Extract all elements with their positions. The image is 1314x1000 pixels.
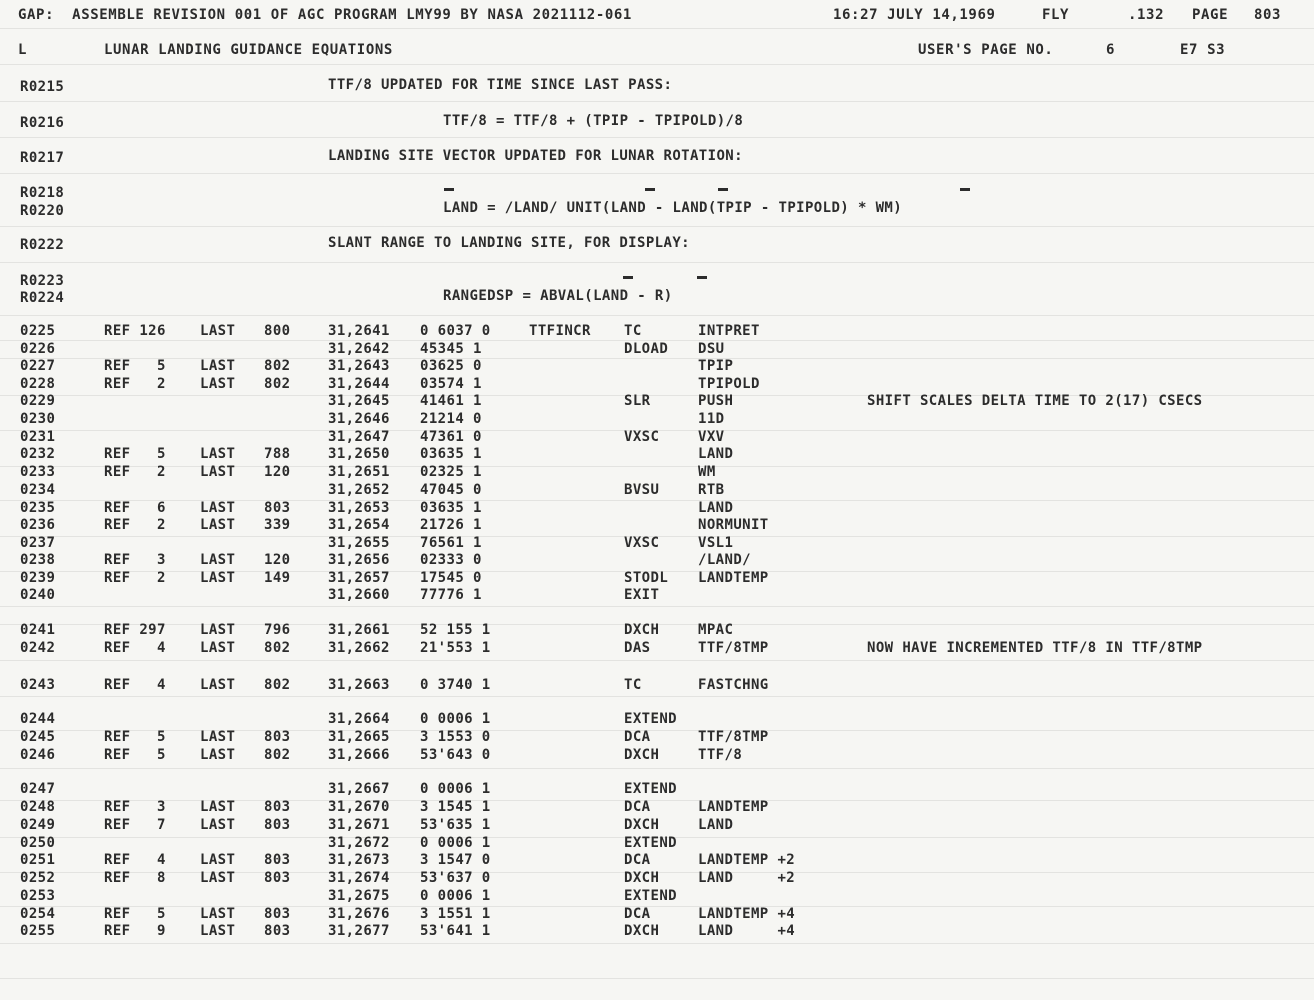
paper-rule bbox=[0, 730, 1314, 731]
listing-address: 31,2656 bbox=[328, 552, 390, 568]
listing-octal-word: 3 1551 1 bbox=[420, 906, 491, 922]
listing-operand: VSL1 bbox=[698, 535, 734, 551]
listing-last-label: LAST bbox=[200, 500, 236, 516]
listing-opcode: DXCH bbox=[624, 622, 660, 638]
listing-opcode: EXTEND bbox=[624, 711, 677, 727]
listing-operand: PUSH bbox=[698, 393, 734, 409]
remark-text: SLANT RANGE TO LANDING SITE, FOR DISPLAY: bbox=[328, 235, 690, 251]
listing-last-label: LAST bbox=[200, 323, 236, 339]
paper-rule bbox=[0, 500, 1314, 501]
listing-last-number: 120 bbox=[264, 552, 291, 568]
listing-line-number: 0252 bbox=[20, 870, 56, 886]
listing-last-label: LAST bbox=[200, 517, 236, 533]
remark-text: RANGEDSP = ABVAL(LAND - R) bbox=[443, 288, 673, 304]
listing-last-number: 800 bbox=[264, 323, 291, 339]
listing-address: 31,2650 bbox=[328, 446, 390, 462]
listing-line-number: 0236 bbox=[20, 517, 56, 533]
listing-last-number: 803 bbox=[264, 729, 291, 745]
listing-operand: LAND bbox=[698, 500, 734, 516]
remark-text: TTF/8 UPDATED FOR TIME SINCE LAST PASS: bbox=[328, 77, 673, 93]
listing-octal-word: 77776 1 bbox=[420, 587, 482, 603]
remark-text: LAND = /LAND/ UNIT(LAND - LAND(TPIP - TPIPOLD) * WM) bbox=[443, 200, 903, 216]
paper-rule bbox=[0, 768, 1314, 769]
listing-last-label: LAST bbox=[200, 817, 236, 833]
listing-line-number: 0225 bbox=[20, 323, 56, 339]
listing-ref: REF 297 bbox=[104, 622, 166, 638]
listing-last-label: LAST bbox=[200, 677, 236, 693]
listing-operand: TPIP bbox=[698, 358, 734, 374]
listing-octal-word: 03635 1 bbox=[420, 500, 482, 516]
run-mode: FLY bbox=[1042, 7, 1070, 23]
listing-last-label: LAST bbox=[200, 799, 236, 815]
listing-octal-word: 0 0006 1 bbox=[420, 711, 491, 727]
listing-octal-word: 3 1545 1 bbox=[420, 799, 491, 815]
listing-address: 31,2661 bbox=[328, 622, 390, 638]
listing-address: 31,2675 bbox=[328, 888, 390, 904]
listing-last-label: LAST bbox=[200, 852, 236, 868]
listing-octal-word: 3 1547 0 bbox=[420, 852, 491, 868]
listing-opcode: DCA bbox=[624, 799, 651, 815]
listing-address: 31,2643 bbox=[328, 358, 390, 374]
listing-line-number: 0239 bbox=[20, 570, 56, 586]
listing-octal-word: 03625 0 bbox=[420, 358, 482, 374]
listing-operand: WM bbox=[698, 464, 716, 480]
listing-opcode: DCA bbox=[624, 729, 651, 745]
vector-overbar bbox=[645, 188, 655, 191]
users-page-number: 6 bbox=[1106, 42, 1116, 58]
listing-line-number: 0249 bbox=[20, 817, 56, 833]
print-timestamp: 16:27 JULY 14,1969 bbox=[833, 7, 996, 23]
remark-line-number: R0216 bbox=[20, 115, 65, 131]
listing-address: 31,2644 bbox=[328, 376, 390, 392]
listing-last-number: 803 bbox=[264, 870, 291, 886]
paper-rule bbox=[0, 262, 1314, 263]
listing-ref: REF 4 bbox=[104, 640, 166, 656]
listing-line-number: 0251 bbox=[20, 852, 56, 868]
listing-operand: 11D bbox=[698, 411, 725, 427]
listing-operand: LANDTEMP bbox=[698, 799, 769, 815]
listing-line-number: 0237 bbox=[20, 535, 56, 551]
listing-address: 31,2664 bbox=[328, 711, 390, 727]
paper-rule bbox=[0, 800, 1314, 801]
listing-opcode: DCA bbox=[624, 906, 651, 922]
listing-line-number: 0229 bbox=[20, 393, 56, 409]
listing-last-number: 802 bbox=[264, 358, 291, 374]
listing-line-number: 0244 bbox=[20, 711, 56, 727]
paper-rule bbox=[0, 226, 1314, 227]
listing-line-number: 0227 bbox=[20, 358, 56, 374]
listing-octal-word: 76561 1 bbox=[420, 535, 482, 551]
listing-octal-word: 0 0006 1 bbox=[420, 888, 491, 904]
listing-operand: VXV bbox=[698, 429, 725, 445]
listing-ref: REF 5 bbox=[104, 906, 166, 922]
listing-last-number: 120 bbox=[264, 464, 291, 480]
listing-octal-word: 47361 0 bbox=[420, 429, 482, 445]
listing-last-label: LAST bbox=[200, 923, 236, 939]
listing-last-label: LAST bbox=[200, 906, 236, 922]
listing-last-label: LAST bbox=[200, 446, 236, 462]
listing-last-label: LAST bbox=[200, 747, 236, 763]
run-code: .132 bbox=[1128, 7, 1165, 23]
listing-opcode: EXTEND bbox=[624, 835, 677, 851]
listing-line-number: 0248 bbox=[20, 799, 56, 815]
listing-octal-word: 3 1553 0 bbox=[420, 729, 491, 745]
listing-address: 31,2642 bbox=[328, 341, 390, 357]
listing-last-label: LAST bbox=[200, 358, 236, 374]
listing-address: 31,2667 bbox=[328, 781, 390, 797]
listing-opcode: DXCH bbox=[624, 747, 660, 763]
remark-line-number: R0224 bbox=[20, 290, 65, 306]
listing-ref: REF 4 bbox=[104, 677, 166, 693]
listing-ref: REF 5 bbox=[104, 747, 166, 763]
listing-address: 31,2672 bbox=[328, 835, 390, 851]
listing-address: 31,2665 bbox=[328, 729, 390, 745]
listing-address: 31,2674 bbox=[328, 870, 390, 886]
paper-rule bbox=[0, 101, 1314, 102]
vector-overbar bbox=[960, 188, 970, 191]
listing-address: 31,2663 bbox=[328, 677, 390, 693]
listing-address: 31,2666 bbox=[328, 747, 390, 763]
listing-operand: LANDTEMP +2 bbox=[698, 852, 796, 868]
listing-ref: REF 2 bbox=[104, 376, 166, 392]
listing-opcode: TC bbox=[624, 323, 642, 339]
paper-rule bbox=[0, 978, 1314, 979]
listing-octal-word: 47045 0 bbox=[420, 482, 482, 498]
listing-line-number: 0247 bbox=[20, 781, 56, 797]
page-label: PAGE bbox=[1192, 7, 1229, 23]
paper-rule bbox=[0, 696, 1314, 697]
listing-operand: LANDTEMP +4 bbox=[698, 906, 796, 922]
section-title: LUNAR LANDING GUIDANCE EQUATIONS bbox=[104, 42, 393, 58]
listing-operand: /LAND/ bbox=[698, 552, 751, 568]
paper-rule bbox=[0, 943, 1314, 944]
listing-opcode: VXSC bbox=[624, 429, 660, 445]
listing-opcode: DCA bbox=[624, 852, 651, 868]
listing-octal-word: 0 6037 0 bbox=[420, 323, 491, 339]
vector-overbar bbox=[623, 276, 633, 279]
paper-rule bbox=[0, 64, 1314, 65]
listing-operand: FASTCHNG bbox=[698, 677, 769, 693]
listing-last-number: 339 bbox=[264, 517, 291, 533]
listing-line-number: 0246 bbox=[20, 747, 56, 763]
listing-last-number: 803 bbox=[264, 500, 291, 516]
listing-last-label: LAST bbox=[200, 729, 236, 745]
listing-address: 31,2677 bbox=[328, 923, 390, 939]
listing-last-label: LAST bbox=[200, 570, 236, 586]
listing-address: 31,2676 bbox=[328, 906, 390, 922]
listing-last-number: 802 bbox=[264, 640, 291, 656]
listing-octal-word: 53'643 0 bbox=[420, 747, 491, 763]
paper-rule bbox=[0, 906, 1314, 907]
listing-last-number: 803 bbox=[264, 817, 291, 833]
listing-operand: LAND +4 bbox=[698, 923, 796, 939]
remark-line-number: R0218 bbox=[20, 185, 65, 201]
listing-operand: TTF/8TMP bbox=[698, 640, 769, 656]
listing-opcode: EXIT bbox=[624, 587, 660, 603]
listing-line-number: 0250 bbox=[20, 835, 56, 851]
listing-address: 31,2653 bbox=[328, 500, 390, 516]
listing-ref: REF 2 bbox=[104, 464, 166, 480]
remark-line-number: R0223 bbox=[20, 273, 65, 289]
listing-address: 31,2662 bbox=[328, 640, 390, 656]
listing-ref: REF 3 bbox=[104, 552, 166, 568]
listing-last-label: LAST bbox=[200, 640, 236, 656]
listing-line-number: 0232 bbox=[20, 446, 56, 462]
listing-label: TTFINCR bbox=[529, 323, 591, 339]
listing-last-number: 802 bbox=[264, 376, 291, 392]
listing-line-number: 0241 bbox=[20, 622, 56, 638]
listing-line-number: 0254 bbox=[20, 906, 56, 922]
listing-octal-word: 53'635 1 bbox=[420, 817, 491, 833]
listing-line-number: 0245 bbox=[20, 729, 56, 745]
remark-line-number: R0222 bbox=[20, 237, 65, 253]
vector-overbar bbox=[697, 276, 707, 279]
listing-prefix: L bbox=[18, 42, 28, 58]
listing-last-number: 803 bbox=[264, 799, 291, 815]
paper-rule bbox=[0, 466, 1314, 467]
listing-line-number: 0253 bbox=[20, 888, 56, 904]
listing-address: 31,2655 bbox=[328, 535, 390, 551]
vector-overbar bbox=[444, 188, 454, 191]
listing-last-number: 803 bbox=[264, 906, 291, 922]
listing-octal-word: 41461 1 bbox=[420, 393, 482, 409]
paper-rule bbox=[0, 606, 1314, 607]
listing-ref: REF 5 bbox=[104, 729, 166, 745]
remark-line-number: R0215 bbox=[20, 79, 65, 95]
listing-address: 31,2645 bbox=[328, 393, 390, 409]
listing-last-number: 796 bbox=[264, 622, 291, 638]
listing-octal-word: 03574 1 bbox=[420, 376, 482, 392]
listing-comment: NOW HAVE INCREMENTED TTF/8 IN TTF/8TMP bbox=[867, 640, 1203, 656]
listing-octal-word: 52 155 1 bbox=[420, 622, 491, 638]
paper-rule bbox=[0, 358, 1314, 359]
listing-opcode: EXTEND bbox=[624, 781, 677, 797]
listing-last-number: 149 bbox=[264, 570, 291, 586]
listing-octal-word: 03635 1 bbox=[420, 446, 482, 462]
listing-ref: REF 5 bbox=[104, 358, 166, 374]
users-page-label: USER'S PAGE NO. bbox=[918, 42, 1054, 58]
listing-opcode: VXSC bbox=[624, 535, 660, 551]
listing-last-number: 788 bbox=[264, 446, 291, 462]
listing-octal-word: 21726 1 bbox=[420, 517, 482, 533]
listing-line-number: 0233 bbox=[20, 464, 56, 480]
paper-rule bbox=[0, 28, 1314, 29]
listing-octal-word: 02325 1 bbox=[420, 464, 482, 480]
listing-opcode: DXCH bbox=[624, 870, 660, 886]
listing-operand: TTF/8 bbox=[698, 747, 743, 763]
listing-operand: NORMUNIT bbox=[698, 517, 769, 533]
remark-line-number: R0217 bbox=[20, 150, 65, 166]
listing-line-number: 0243 bbox=[20, 677, 56, 693]
listing-address: 31,2646 bbox=[328, 411, 390, 427]
listing-octal-word: 53'641 1 bbox=[420, 923, 491, 939]
listing-ref: REF 2 bbox=[104, 517, 166, 533]
listing-opcode: DLOAD bbox=[624, 341, 669, 357]
listing-operand: RTB bbox=[698, 482, 725, 498]
listing-ref: REF 6 bbox=[104, 500, 166, 516]
program-title: GAP: ASSEMBLE REVISION 001 OF AGC PROGRAM LMY99 BY NASA 2021112-061 bbox=[18, 7, 632, 23]
listing-octal-word: 0 3740 1 bbox=[420, 677, 491, 693]
page-number: 803 bbox=[1254, 7, 1282, 23]
listing-operand: TTF/8TMP bbox=[698, 729, 769, 745]
remark-text: LANDING SITE VECTOR UPDATED FOR LUNAR ROTATION: bbox=[328, 148, 743, 164]
listing-ref: REF 5 bbox=[104, 446, 166, 462]
listing-line-number: 0240 bbox=[20, 587, 56, 603]
listing-last-label: LAST bbox=[200, 870, 236, 886]
listing-line-number: 0238 bbox=[20, 552, 56, 568]
paper-rule bbox=[0, 137, 1314, 138]
listing-octal-word: 17545 0 bbox=[420, 570, 482, 586]
listing-operand: LAND +2 bbox=[698, 870, 796, 886]
listing-last-number: 803 bbox=[264, 923, 291, 939]
listing-ref: REF 4 bbox=[104, 852, 166, 868]
paper-rule bbox=[0, 173, 1314, 174]
listing-address: 31,2657 bbox=[328, 570, 390, 586]
listing-octal-word: 0 0006 1 bbox=[420, 781, 491, 797]
listing-line-number: 0234 bbox=[20, 482, 56, 498]
listing-octal-word: 21'553 1 bbox=[420, 640, 491, 656]
listing-last-number: 803 bbox=[264, 852, 291, 868]
listing-ref: REF 3 bbox=[104, 799, 166, 815]
listing-opcode: TC bbox=[624, 677, 642, 693]
listing-octal-word: 45345 1 bbox=[420, 341, 482, 357]
listing-line-number: 0235 bbox=[20, 500, 56, 516]
listing-opcode: EXTEND bbox=[624, 888, 677, 904]
listing-opcode: DXCH bbox=[624, 923, 660, 939]
listing-ref: REF 9 bbox=[104, 923, 166, 939]
listing-line-number: 0228 bbox=[20, 376, 56, 392]
listing-operand: DSU bbox=[698, 341, 725, 357]
listing-line-number: 0230 bbox=[20, 411, 56, 427]
listing-last-number: 802 bbox=[264, 747, 291, 763]
listing-address: 31,2654 bbox=[328, 517, 390, 533]
listing-ref: REF 7 bbox=[104, 817, 166, 833]
paper-rule bbox=[0, 315, 1314, 316]
listing-last-label: LAST bbox=[200, 552, 236, 568]
listing-octal-word: 53'637 0 bbox=[420, 870, 491, 886]
listing-line-number: 0242 bbox=[20, 640, 56, 656]
listing-comment: SHIFT SCALES DELTA TIME TO 2(17) CSECS bbox=[867, 393, 1203, 409]
listing-address: 31,2671 bbox=[328, 817, 390, 833]
listing-line-number: 0255 bbox=[20, 923, 56, 939]
listing-operand: TPIPOLD bbox=[698, 376, 760, 392]
listing-address: 31,2670 bbox=[328, 799, 390, 815]
listing-last-number: 802 bbox=[264, 677, 291, 693]
listing-ref: REF 2 bbox=[104, 570, 166, 586]
listing-opcode: DXCH bbox=[624, 817, 660, 833]
listing-octal-word: 21214 0 bbox=[420, 411, 482, 427]
listing-address: 31,2660 bbox=[328, 587, 390, 603]
listing-opcode: DAS bbox=[624, 640, 651, 656]
listing-address: 31,2647 bbox=[328, 429, 390, 445]
listing-operand: MPAC bbox=[698, 622, 734, 638]
listing-operand: LAND bbox=[698, 817, 734, 833]
listing-last-label: LAST bbox=[200, 376, 236, 392]
listing-opcode: SLR bbox=[624, 393, 651, 409]
listing-address: 31,2652 bbox=[328, 482, 390, 498]
paper-rule bbox=[0, 660, 1314, 661]
listing-address: 31,2641 bbox=[328, 323, 390, 339]
listing-octal-word: 02333 0 bbox=[420, 552, 482, 568]
listing-ref: REF 126 bbox=[104, 323, 166, 339]
remark-line-number: R0220 bbox=[20, 203, 65, 219]
listing-opcode: BVSU bbox=[624, 482, 660, 498]
listing-operand: LAND bbox=[698, 446, 734, 462]
remark-text: TTF/8 = TTF/8 + (TPIP - TPIPOLD)/8 bbox=[443, 113, 744, 129]
vector-overbar bbox=[718, 188, 728, 191]
listing-address: 31,2651 bbox=[328, 464, 390, 480]
listing-operand: INTPRET bbox=[698, 323, 760, 339]
listing-address: 31,2673 bbox=[328, 852, 390, 868]
listing-ref: REF 8 bbox=[104, 870, 166, 886]
listing-line-number: 0226 bbox=[20, 341, 56, 357]
listing-opcode: STODL bbox=[624, 570, 669, 586]
reference-code: E7 S3 bbox=[1180, 42, 1226, 58]
listing-line-number: 0231 bbox=[20, 429, 56, 445]
listing-octal-word: 0 0006 1 bbox=[420, 835, 491, 851]
listing-last-label: LAST bbox=[200, 464, 236, 480]
listing-last-label: LAST bbox=[200, 622, 236, 638]
listing-operand: LANDTEMP bbox=[698, 570, 769, 586]
